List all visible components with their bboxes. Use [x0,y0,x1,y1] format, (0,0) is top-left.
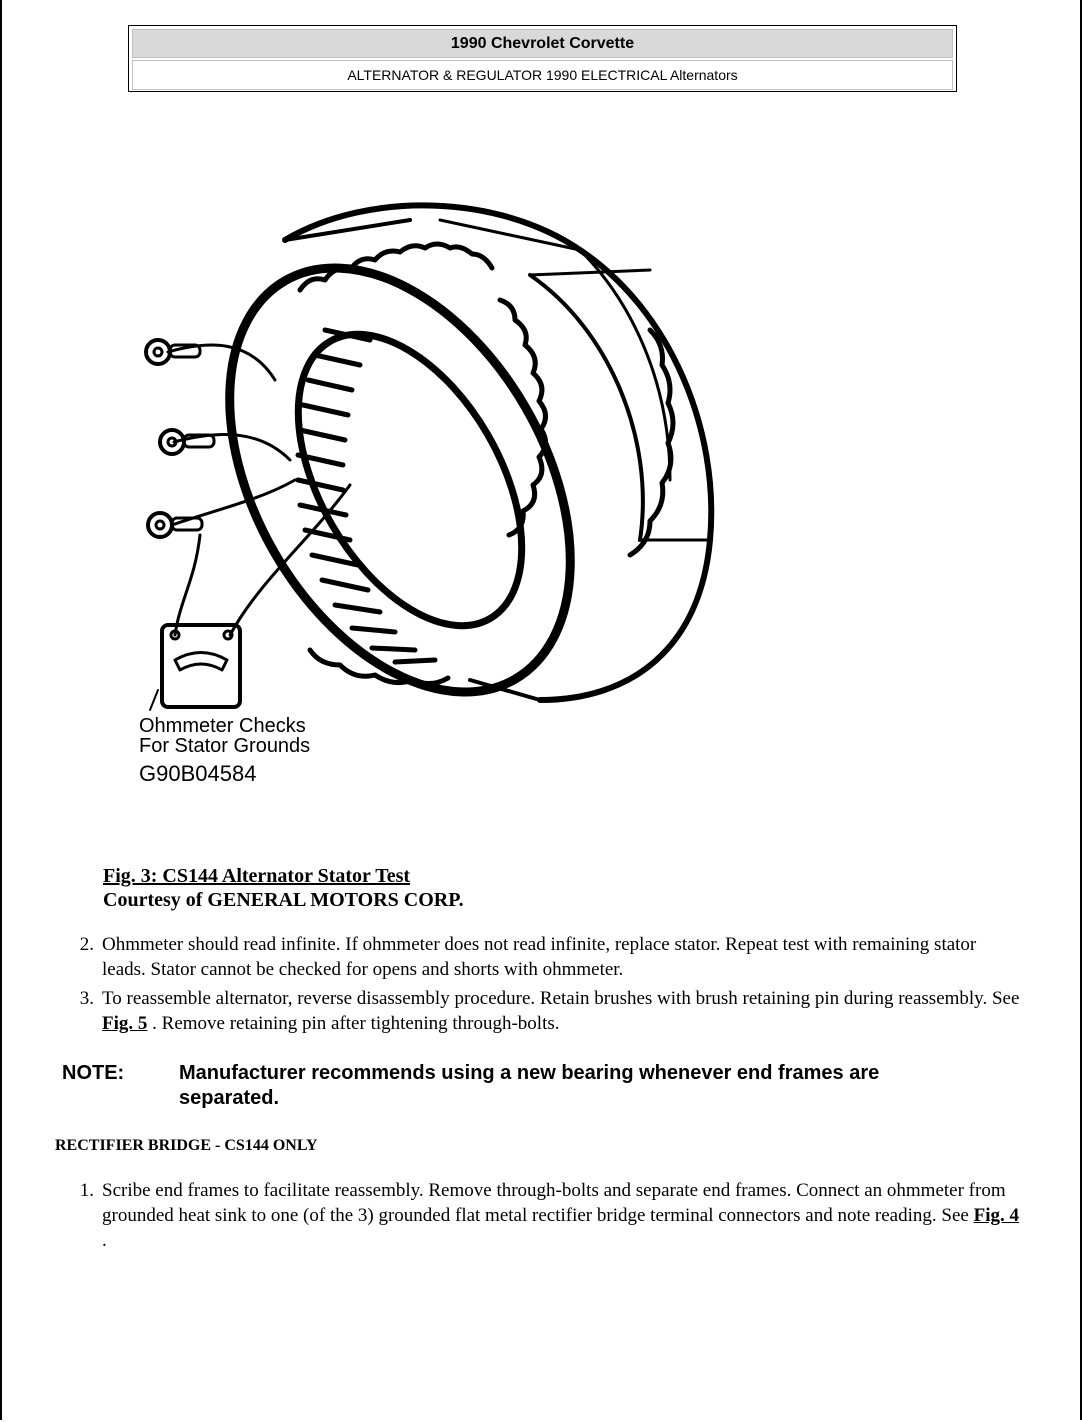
list-item-number: 1. [79,1180,94,1201]
stator-illustration [110,180,730,800]
figure-code: G90B04584 [139,761,257,786]
list-item-text-before: Scribe end frames to facilitate reassembly. Remove through-bolts and separate end frames. Connect an ohmmeter from grounded heat sink to one (of the 3) grounded flat metal rectifier bridge terminal connectors and note reading. See [102,1180,1006,1226]
header-title: 1990 Chevrolet Corvette [132,29,953,58]
figure-caption [103,864,464,912]
figure-label-line1: Ohmmeter Checks [139,715,306,737]
list-item-number: 2. [79,934,94,955]
list-item-text-after: . [102,1230,107,1251]
note-text: Manufacturer recommends using a new bearing whenever end frames are separated. [179,1062,880,1109]
list-item [79,1178,1022,1253]
note-label: NOTE: [62,1062,125,1084]
fig-4-link[interactable]: Fig. 4 [973,1205,1019,1226]
section-heading: RECTIFIER BRIDGE - CS144 ONLY [55,1137,318,1154]
document-header [128,25,957,92]
list-item-text: Ohmmeter should read infinite. If ohmmeter does not read infinite, replace stator. Repeat test with remaining stator leads. Stator cannot be checked for opens and shorts with ohmmeter. [102,934,977,980]
list-item-number: 3. [79,988,94,1009]
list-item-text-after: . Remove retaining pin after tightening through-bolts. [147,1013,560,1034]
list-item [79,986,1022,1036]
list-item-text-before: To reassemble alternator, reverse disassembly procedure. Retain brushes with brush retaining pin during reassembly. See [102,988,1020,1009]
fig-3-link[interactable]: Fig. 3: CS144 Alternator Stator Test [103,865,411,887]
header-subtitle: ALTERNATOR & REGULATOR 1990 ELECTRICAL Alternators [132,60,953,90]
fig-5-link[interactable]: Fig. 5 [102,1013,148,1034]
courtesy-line: Courtesy of GENERAL MOTORS CORP. [103,889,464,911]
figure-label-line2: For Stator Grounds [139,735,311,757]
list-item [79,932,1022,982]
